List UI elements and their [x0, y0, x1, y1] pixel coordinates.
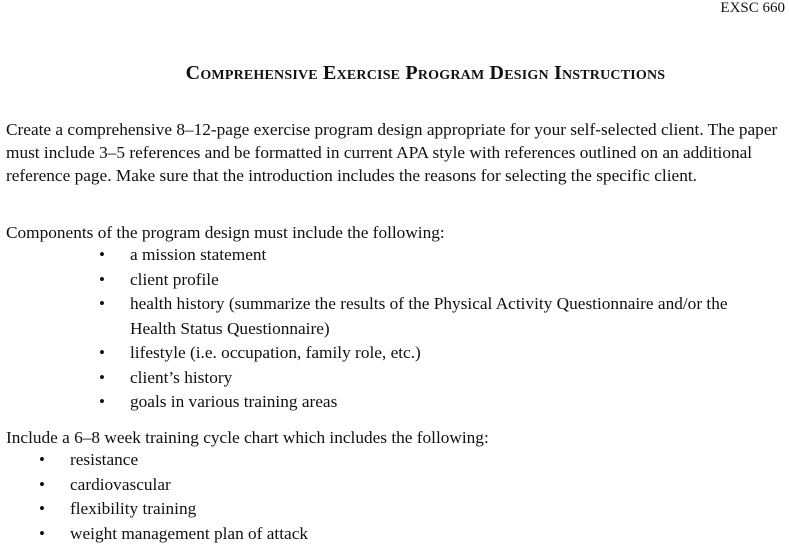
- bullet-icon: •: [99, 367, 105, 387]
- list-item-text: health history (summarize the results of the Physical Activity Questionnaire and/or the Health Status Questionnaire): [130, 294, 728, 338]
- bullet-icon: •: [99, 269, 105, 289]
- list-item: [99, 366, 750, 391]
- components-list: [99, 243, 750, 415]
- list-item-text: flexibility training: [70, 499, 197, 518]
- list-item: [99, 390, 750, 415]
- list-item-text: client profile: [130, 269, 219, 289]
- list-item-text: cardiovascular: [70, 474, 171, 494]
- list-item: [99, 268, 750, 293]
- list-item: [39, 497, 690, 522]
- bullet-icon: •: [99, 245, 105, 264]
- list-item: [39, 473, 690, 498]
- bullet-icon: •: [99, 343, 105, 362]
- components-lead: Components of the program design must include the following:: [6, 223, 445, 242]
- bullet-icon: •: [99, 294, 105, 313]
- list-item: [99, 341, 750, 366]
- list-item: [39, 522, 690, 547]
- bullet-icon: •: [99, 392, 105, 411]
- intro-paragraph: Create a comprehensive 8–12-page exercise program design appropriate for your self-selected client. The paper must include 3–5 references and be formatted in current APA style with references outlined on an additional reference page. Make sure that the introduction includes the reasons for selecting the specific client.: [6, 120, 778, 185]
- list-item-text: a mission statement: [130, 245, 267, 264]
- training-cycle-list: [39, 448, 690, 546]
- list-item: [99, 243, 750, 268]
- list-item-text: resistance: [70, 450, 139, 469]
- bullet-icon: •: [39, 523, 45, 543]
- page-title: Comprehensive Exercise Program Design Instructions: [185, 62, 666, 84]
- training-cycle-lead: Include a 6–8 week training cycle chart which includes the following:: [6, 428, 489, 447]
- list-item-text: weight management plan of attack: [70, 523, 309, 543]
- course-code: EXSC 660: [720, 0, 785, 16]
- bullet-icon: •: [39, 499, 45, 518]
- list-item-text: goals in various training areas: [130, 392, 338, 411]
- list-item: [39, 448, 690, 473]
- list-item: [99, 292, 750, 341]
- bullet-icon: •: [39, 450, 45, 469]
- list-item-text: lifestyle (i.e. occupation, family role, etc.): [130, 343, 421, 362]
- bullet-icon: •: [39, 474, 45, 494]
- list-item-text: client’s history: [130, 367, 233, 387]
